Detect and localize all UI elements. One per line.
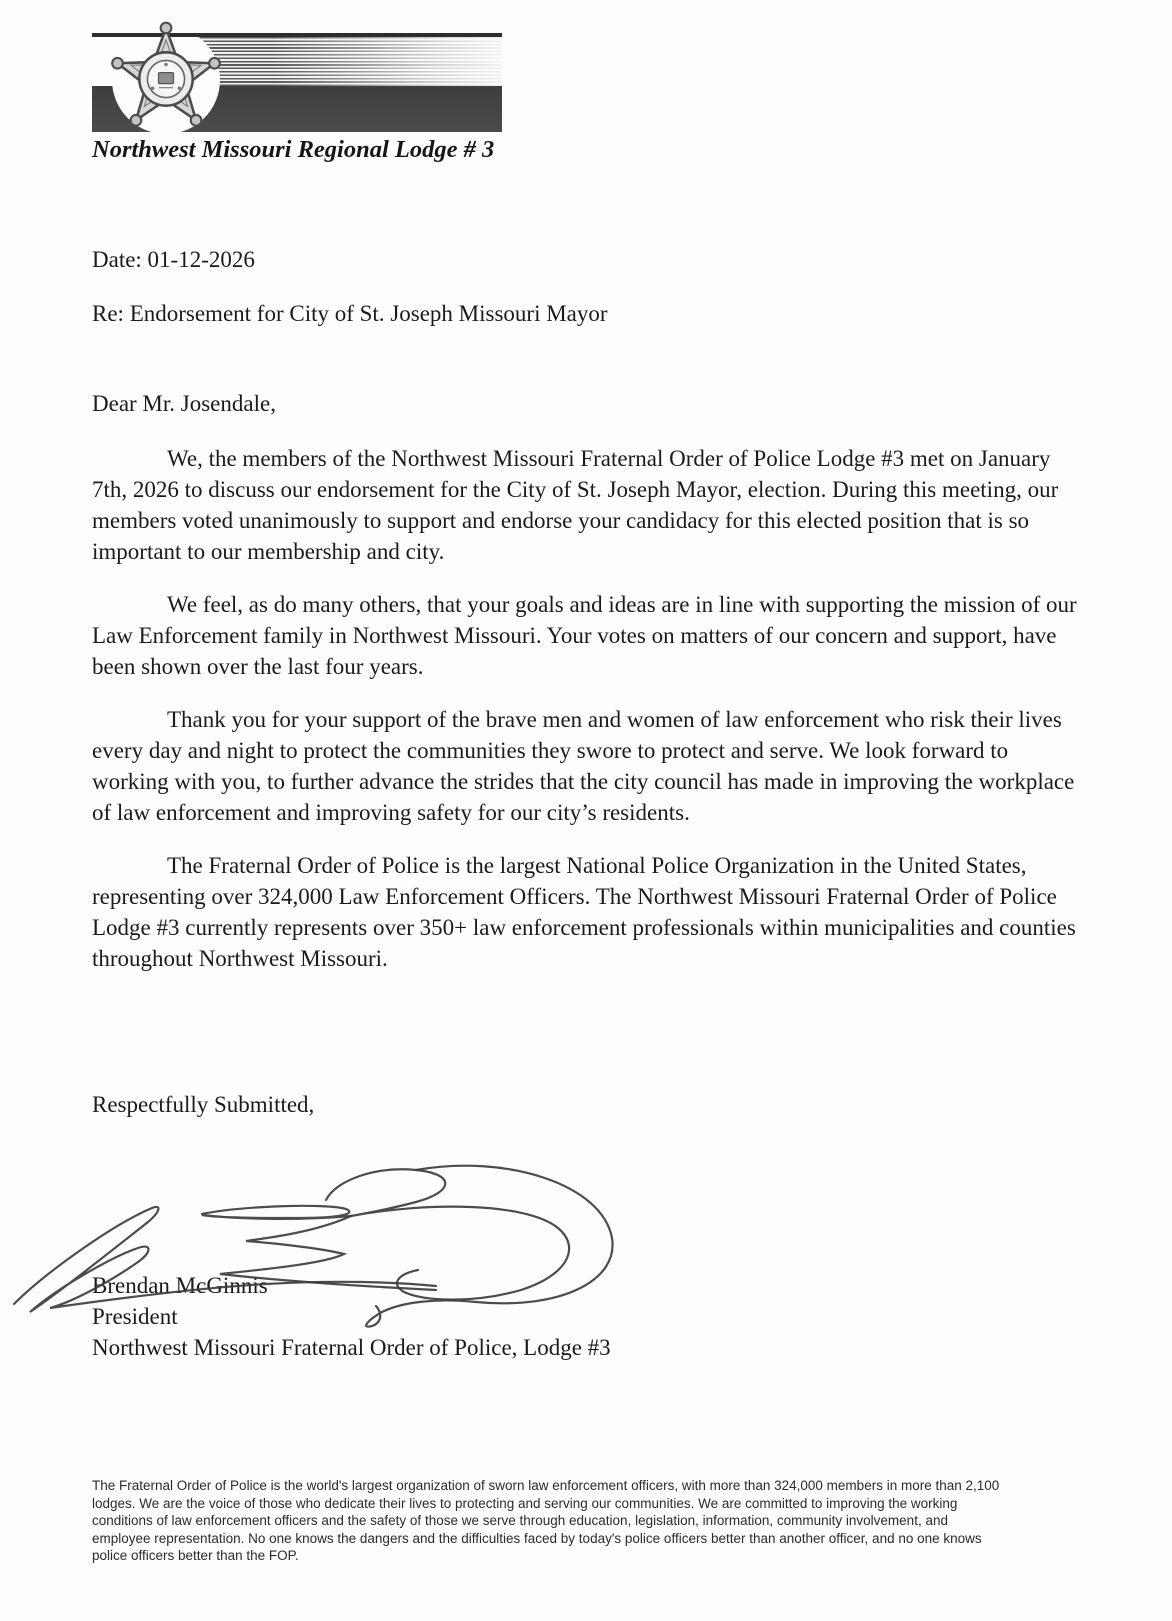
- valediction: Respectfully Submitted,: [92, 1092, 315, 1117]
- signature-image: [6, 1140, 622, 1332]
- signer-title: President: [92, 1304, 178, 1329]
- signer-organization: Northwest Missouri Fraternal Order of Police, Lodge #3: [92, 1335, 611, 1360]
- signer-name: Brendan McGinnis: [92, 1273, 268, 1298]
- paragraph-2: We feel, as do many others, that your goals and ideas are in line with supporting the mission of our Law Enforcement family in Northwest Missouri. Your votes on matters of our concern and support, have been shown over the last four years.: [92, 592, 1077, 679]
- paragraph-3: Thank you for your support of the brave men and women of law enforcement who risk their lives every day and night to protect the communities they swore to protect and serve. We look forward to working with you, to further advance the strides that the city council has made in improving the workplace of law enforcement and improving safety for our city’s residents.: [92, 707, 1075, 825]
- page-footer: The Fraternal Order of Police is the world's largest organization of sworn law enforcement officers, with more than 324,000 members in more than 2,100 lodges. We are the voice of those who dedicate their lives to protecting and serving our communities. We are committed to improving the working conditions of law enforcement officers and the safety of those we serve through education, legislation, information, community involvement, and employee representation. No one knows the dangers and the difficulties faced by today's police officers better than another officer, and no one knows police officers better than the FOP.: [92, 1478, 1000, 1564]
- paragraph-4: The Fraternal Order of Police is the largest National Police Organization in the United States, representing over 324,000 Law Enforcement Officers. The Northwest Missouri Fraternal Order of Police Lodge #3 currently represents over 350+ law enforcement professionals within municipalities and counties throughout Northwest Missouri.: [92, 853, 1076, 971]
- paragraph-1: We, the members of the Northwest Missouri Fraternal Order of Police Lodge #3 met on January 7th, 2026 to discuss our endorsement for the City of St. Joseph Mayor, election. During this meeting, our members voted unanimously to support and endorse your candidacy for this elected position that is so important to our membership and city.: [92, 446, 1059, 564]
- letterhead: [92, 33, 592, 163]
- subject-line: Re: Endorsement for City of St. Joseph Missouri Mayor: [92, 301, 608, 326]
- salutation: Dear Mr. Josendale,: [92, 391, 276, 416]
- org-name: Northwest Missouri Regional Lodge # 3: [92, 136, 495, 163]
- fop-star-badge-icon: [108, 21, 224, 137]
- date-line: Date: 01-12-2026: [92, 247, 255, 272]
- letterhead-banner: [92, 33, 502, 132]
